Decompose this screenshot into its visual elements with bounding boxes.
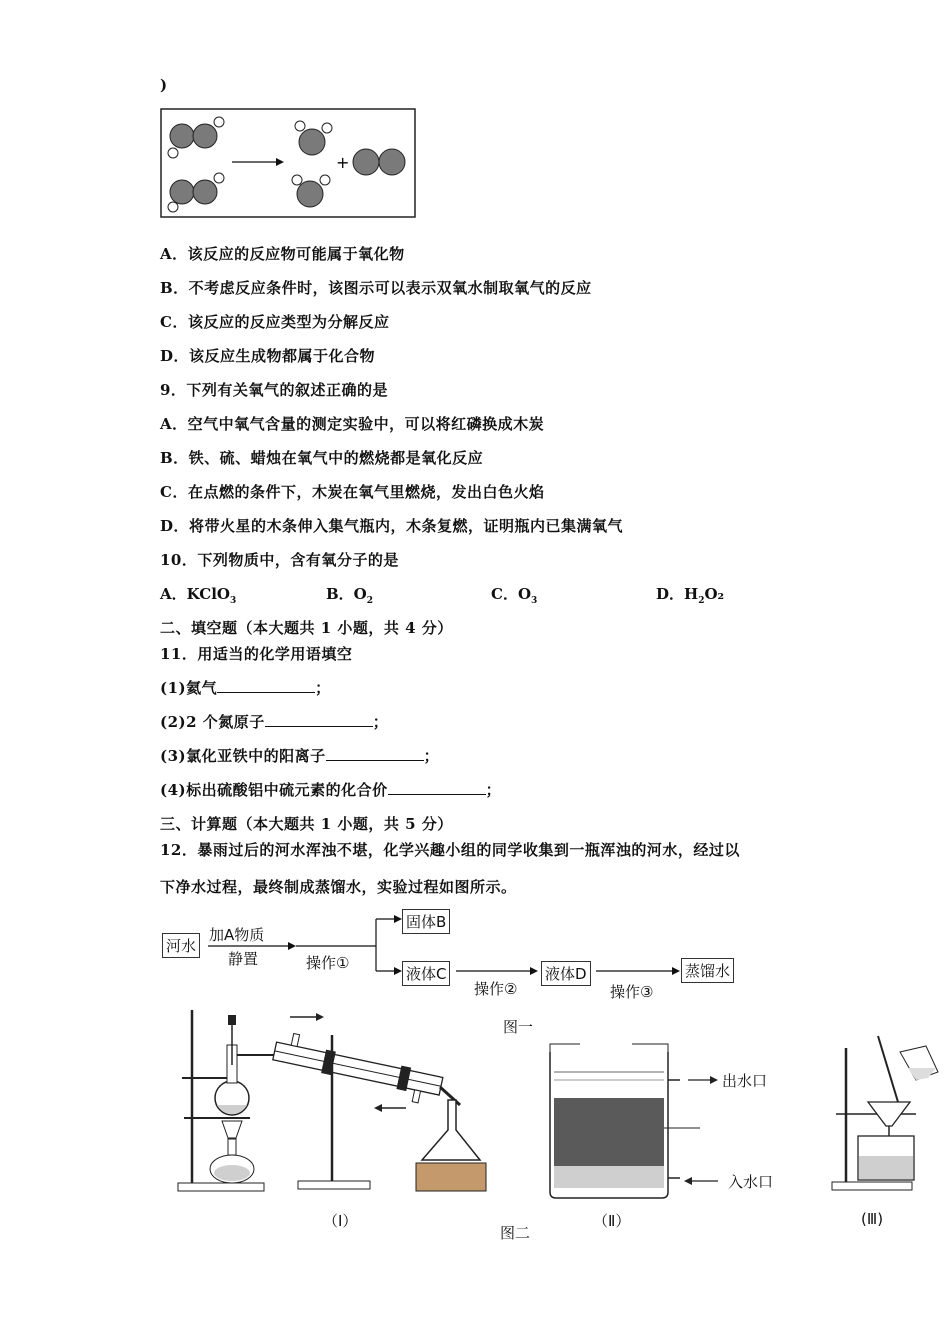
flow-node-liquid-c: 液体C — [402, 961, 450, 986]
q9-stem: 9．下列有关氧气的叙述正确的是 — [160, 381, 388, 399]
water-inlet-label: 入水口 — [728, 1173, 774, 1191]
q11-item-4: (4)标出硫酸铝中硫元素的化合价 ； — [160, 781, 502, 799]
q10-option-b[interactable]: B．$O_2$ — [326, 585, 374, 606]
q9-option-b[interactable]: B．铁、硫、蜡烛在氧气中的燃烧都是氧化反应 — [160, 449, 484, 467]
plus-sign: + — [336, 153, 350, 172]
apparatus-3-label: (Ⅲ) — [861, 1210, 884, 1228]
flow-label-operation-2: 操作② — [474, 980, 518, 998]
flow-node-solid-b: 固体B — [402, 909, 450, 934]
q11-item-2: (2)2 个氮原子 ； — [160, 713, 389, 731]
flow-node-river-water: 河水 — [162, 933, 200, 958]
q10-stem: 10．下列物质中，含有氧分子的是 — [160, 551, 399, 569]
q9-option-d[interactable]: D．将带火星的木条伸入集气瓶内，木条复燃，证明瓶内已集满氧气 — [160, 517, 624, 535]
water-outlet-label: 出水口 — [722, 1072, 768, 1090]
flow-label-operation-1: 操作① — [306, 954, 350, 972]
water-purifier-apparatus — [540, 1040, 720, 1202]
answer-blank[interactable] — [388, 780, 486, 795]
distillation-apparatus — [170, 1005, 500, 1200]
apparatus-2-label: （Ⅱ） — [593, 1212, 631, 1230]
figure-1-caption: 图一 — [503, 1018, 534, 1036]
flow-node-liquid-d: 液体D — [541, 961, 591, 986]
q8-option-c[interactable]: C．该反应的反应类型为分解反应 — [160, 313, 390, 331]
q9-option-c[interactable]: C．在点燃的条件下，木炭在氧气里燃烧，发出白色火焰 — [160, 483, 545, 501]
answer-blank[interactable] — [326, 746, 424, 761]
flow-label-operation-3: 操作③ — [610, 983, 654, 1001]
q11-item-1: (1)氦气 ； — [160, 679, 331, 697]
flow-label-settle: 静置 — [228, 950, 259, 968]
filtration-apparatus — [826, 1030, 942, 1195]
q12-stem-line-1: 12．暴雨过后的河水浑浊不堪，化学兴趣小组的同学收集到一瓶浑浊的河水，经过以 — [160, 841, 740, 859]
q8-option-a[interactable]: A．该反应的反应物可能属于氧化物 — [160, 245, 405, 263]
apparatus-1-label: （Ⅰ） — [323, 1212, 358, 1230]
figure-2-caption: 图二 — [500, 1224, 531, 1242]
q12-stem-line-2: 下净水过程，最终制成蒸馏水，实验过程如图所示。 — [160, 878, 517, 896]
reaction-molecule-diagram — [160, 108, 418, 220]
q8-option-b[interactable]: B．不考虑反应条件时，该图示可以表示双氧水制取氧气的反应 — [160, 279, 592, 297]
q8-option-d[interactable]: D．该反应生成物都属于化合物 — [160, 347, 376, 365]
continuation-paren: ) — [160, 76, 168, 94]
answer-blank[interactable] — [217, 678, 315, 693]
flow-label-add-a: 加A物质 — [209, 926, 265, 944]
q11-item-3: (3)氯化亚铁中的阳离子 ； — [160, 747, 440, 765]
section-calculation-heading: 三、计算题（本大题共 1 小题，共 5 分） — [160, 815, 453, 833]
q10-option-d[interactable]: D．$H_2O_2$ — [656, 585, 725, 606]
q10-option-c[interactable]: C．$O_3$ — [491, 585, 538, 606]
flow-node-distilled-water: 蒸馏水 — [681, 958, 734, 983]
q10-option-a[interactable]: A．KClO$_3$ — [160, 585, 237, 606]
q11-stem: 11．用适当的化学用语填空 — [160, 645, 353, 663]
q9-option-a[interactable]: A．空气中氧气含量的测定实验中，可以将红磷换成木炭 — [160, 415, 545, 433]
section-fill-blank-heading: 二、填空题（本大题共 1 小题，共 4 分） — [160, 619, 453, 637]
answer-blank[interactable] — [265, 712, 373, 727]
